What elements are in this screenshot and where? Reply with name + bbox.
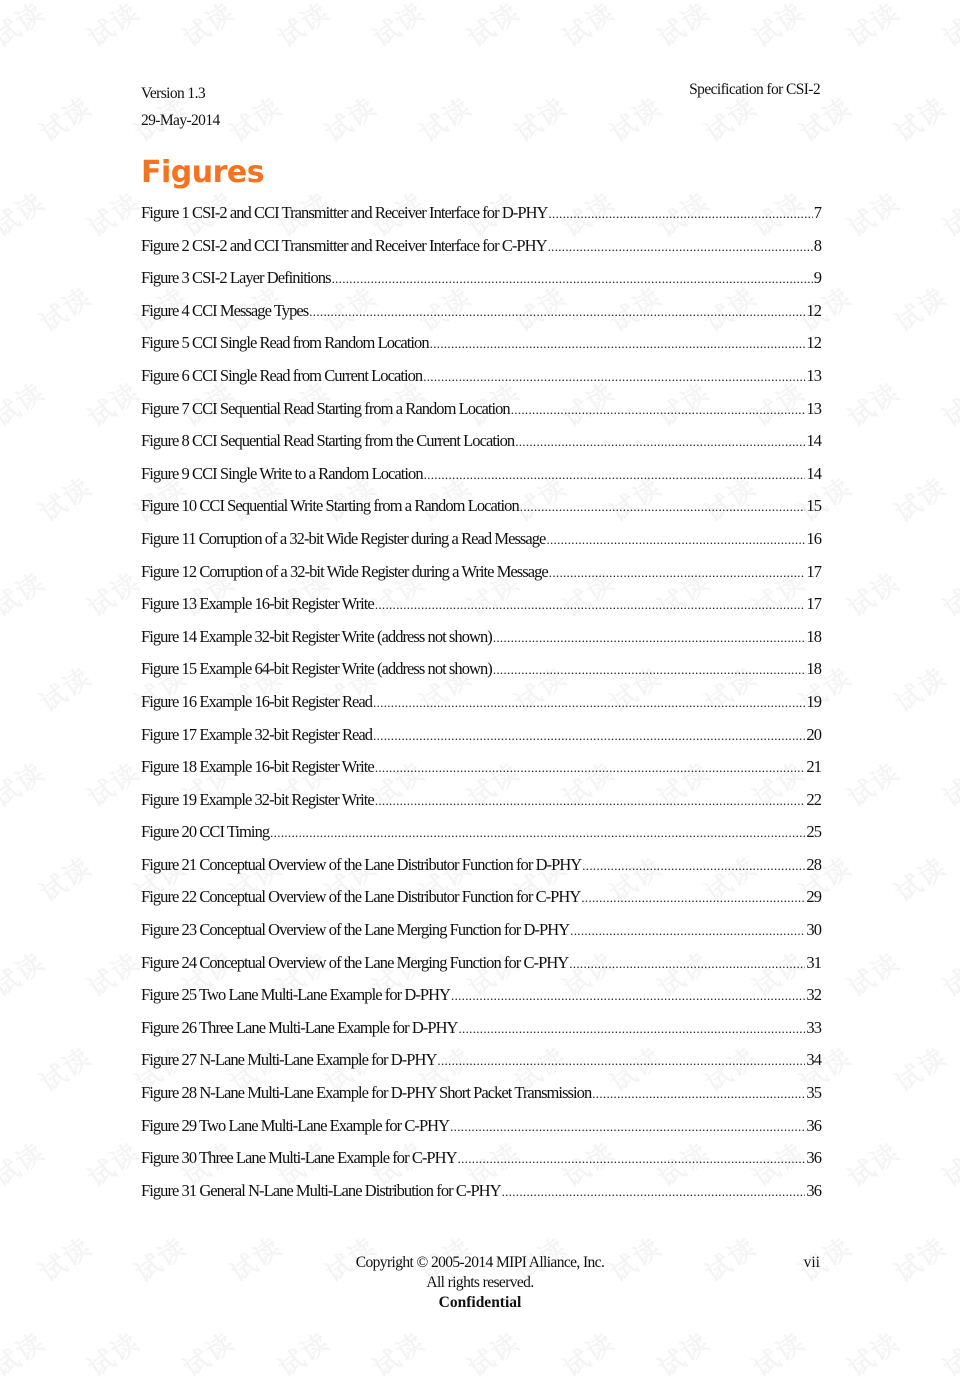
toc-entry-page: 19 bbox=[806, 691, 821, 711]
toc-entry-page: 31 bbox=[806, 952, 821, 972]
toc-entry-label: Figure 19 Example 32-bit Register Write bbox=[141, 789, 374, 809]
toc-entry-label: Figure 6 CCI Single Read from Current Location bbox=[141, 365, 423, 385]
toc-entry-page: 15 bbox=[806, 496, 821, 516]
toc-entry[interactable] bbox=[141, 1050, 821, 1083]
dot-leader bbox=[375, 597, 806, 613]
toc-entry-page: 12 bbox=[806, 333, 821, 353]
toc-entry[interactable] bbox=[141, 203, 821, 236]
dot-leader bbox=[373, 695, 805, 711]
toc-entry[interactable] bbox=[141, 920, 821, 953]
toc-entry-page: 13 bbox=[806, 398, 821, 418]
toc-entry-page: 17 bbox=[806, 561, 821, 581]
date-label: 29-May-2014 bbox=[141, 112, 220, 129]
dot-leader bbox=[569, 956, 805, 972]
dot-leader bbox=[430, 336, 806, 352]
toc-entry-page: 14 bbox=[806, 463, 821, 483]
toc-entry-page: 18 bbox=[806, 659, 821, 679]
toc-entry[interactable] bbox=[141, 953, 821, 986]
toc-entry[interactable] bbox=[141, 985, 821, 1018]
toc-entry-label: Figure 27 N-Lane Multi-Lane Example for D-PHY bbox=[141, 1050, 437, 1070]
toc-entry-page: 33 bbox=[806, 1017, 821, 1037]
dot-leader bbox=[520, 499, 806, 515]
dot-leader bbox=[458, 1151, 806, 1167]
toc-entry[interactable] bbox=[141, 822, 821, 855]
page-number: vii bbox=[803, 1254, 820, 1271]
dot-leader bbox=[592, 1086, 805, 1102]
dot-leader bbox=[270, 825, 805, 841]
toc-entry-label: Figure 31 General N-Lane Multi-Lane Distribution for C-PHY bbox=[141, 1180, 501, 1200]
toc-entry-label: Figure 24 Conceptual Overview of the Lane Merging Function for C-PHY bbox=[141, 952, 569, 972]
toc-entry-label: Figure 21 Conceptual Overview of the Lane Distributor Function for D-PHY bbox=[141, 854, 582, 874]
toc-entry-label: Figure 10 CCI Sequential Write Starting from a Random Location bbox=[141, 496, 519, 516]
toc-entry-label: Figure 2 CSI-2 and CCI Transmitter and Receiver Interface for C-PHY bbox=[141, 235, 547, 255]
dot-leader bbox=[570, 923, 805, 939]
toc-entry[interactable] bbox=[141, 236, 821, 269]
toc-entry-page: 36 bbox=[806, 1148, 821, 1168]
toc-entry-page: 7 bbox=[813, 203, 821, 222]
dot-leader bbox=[582, 858, 805, 874]
toc-entry-page: 14 bbox=[806, 431, 821, 451]
toc-entry-page: 9 bbox=[813, 268, 821, 288]
toc-entry[interactable] bbox=[141, 887, 821, 920]
toc-entry[interactable] bbox=[141, 725, 821, 758]
toc-entry[interactable] bbox=[141, 659, 821, 692]
toc-entry[interactable] bbox=[141, 1116, 821, 1149]
toc-entry-label: Figure 20 CCI Timing bbox=[141, 822, 270, 842]
toc-entry-page: 12 bbox=[806, 300, 821, 320]
toc-entry-label: Figure 7 CCI Sequential Read Starting from a Random Location bbox=[141, 398, 510, 418]
toc-entry[interactable] bbox=[141, 268, 821, 301]
toc-entry-label: Figure 16 Example 16-bit Register Read bbox=[141, 691, 373, 711]
toc-entry-label: Figure 12 Corruption of a 32-bit Wide Register during a Write Message bbox=[141, 561, 548, 581]
toc-entry-label: Figure 17 Example 32-bit Register Read bbox=[141, 724, 373, 744]
toc-entry[interactable] bbox=[141, 1181, 821, 1214]
dot-leader bbox=[375, 760, 806, 776]
toc-entry-label: Figure 5 CCI Single Read from Random Location bbox=[141, 333, 429, 353]
toc-entry-page: 34 bbox=[806, 1050, 821, 1070]
dot-leader bbox=[309, 304, 805, 320]
dot-leader bbox=[375, 793, 806, 809]
version-label: Version 1.3 bbox=[141, 85, 206, 102]
toc-entry-page: 16 bbox=[806, 528, 821, 548]
toc-entry[interactable] bbox=[141, 431, 821, 464]
section-title: Figures bbox=[141, 155, 265, 190]
toc-entry-page: 29 bbox=[806, 887, 821, 907]
toc-entry-page: 22 bbox=[806, 789, 821, 809]
toc-entry[interactable] bbox=[141, 301, 821, 334]
dot-leader bbox=[493, 630, 806, 646]
dot-leader bbox=[493, 662, 806, 678]
toc-entry[interactable] bbox=[141, 627, 821, 660]
toc-entry[interactable] bbox=[141, 1148, 821, 1181]
toc-entry-page: 30 bbox=[806, 920, 821, 940]
toc-entry-label: Figure 22 Conceptual Overview of the Lane Distributor Function for C-PHY bbox=[141, 887, 581, 907]
header-left bbox=[141, 80, 220, 134]
dot-leader bbox=[332, 271, 813, 287]
toc-entry-label: Figure 11 Corruption of a 32-bit Wide Register during a Read Message bbox=[141, 528, 546, 548]
dot-leader bbox=[515, 434, 805, 450]
toc-entry-page: 32 bbox=[806, 985, 821, 1005]
toc-entry[interactable] bbox=[141, 855, 821, 888]
dot-leader bbox=[548, 239, 813, 255]
toc-entry-label: Figure 28 N-Lane Multi-Lane Example for D-PHY Short Packet Transmission bbox=[141, 1083, 592, 1103]
toc-entry[interactable] bbox=[141, 1083, 821, 1116]
toc-entry-page: 20 bbox=[806, 724, 821, 744]
toc-entry-label: Figure 14 Example 32-bit Register Write (address not shown) bbox=[141, 626, 492, 646]
toc-entry-label: Figure 29 Two Lane Multi-Lane Example for C-PHY bbox=[141, 1115, 450, 1135]
toc-entry-page: 36 bbox=[806, 1115, 821, 1135]
dot-leader bbox=[437, 1053, 805, 1069]
toc-entry-label: Figure 9 CCI Single Write to a Random Location bbox=[141, 463, 423, 483]
dot-leader bbox=[581, 890, 805, 906]
toc-entry-label: Figure 4 CCI Message Types bbox=[141, 300, 309, 320]
toc-entry[interactable] bbox=[141, 562, 821, 595]
toc-entry[interactable] bbox=[141, 399, 821, 432]
toc-entry-page: 13 bbox=[806, 365, 821, 385]
confidential-label: Confidential bbox=[438, 1294, 522, 1311]
toc-entry[interactable] bbox=[141, 757, 821, 790]
dot-leader bbox=[423, 369, 805, 385]
dot-leader bbox=[451, 988, 805, 1004]
dot-leader bbox=[450, 1119, 805, 1135]
dot-leader bbox=[424, 467, 806, 483]
toc-entry-label: Figure 13 Example 16-bit Register Write bbox=[141, 594, 374, 614]
copyright-text: Copyright © 2005-2014 MIPI Alliance, Inc. bbox=[355, 1254, 605, 1271]
toc-entry-page: 35 bbox=[806, 1083, 821, 1103]
toc-entry-page: 8 bbox=[813, 235, 821, 255]
toc-entry[interactable] bbox=[141, 594, 821, 627]
toc-entry[interactable] bbox=[141, 529, 821, 562]
dot-leader bbox=[546, 532, 805, 548]
toc-entry[interactable] bbox=[141, 790, 821, 823]
toc-entry-page: 21 bbox=[806, 757, 821, 777]
dot-leader bbox=[549, 565, 806, 581]
dot-leader bbox=[373, 728, 805, 744]
toc-entry-label: Figure 1 CSI-2 and CCI Transmitter and Receiver Interface for D-PHY bbox=[141, 203, 548, 222]
rights-text: All rights reserved. bbox=[426, 1274, 534, 1291]
toc-entry[interactable] bbox=[141, 692, 821, 725]
figures-list bbox=[141, 203, 821, 1213]
dot-leader bbox=[459, 1021, 806, 1037]
toc-entry[interactable] bbox=[141, 1018, 821, 1051]
toc-entry-page: 36 bbox=[806, 1180, 821, 1200]
toc-entry[interactable] bbox=[141, 496, 821, 529]
toc-entry-label: Figure 26 Three Lane Multi-Lane Example for D-PHY bbox=[141, 1017, 458, 1037]
toc-entry-label: Figure 15 Example 64-bit Register Write (address not shown) bbox=[141, 659, 492, 679]
dot-leader bbox=[502, 1184, 806, 1200]
toc-entry-page: 18 bbox=[806, 626, 821, 646]
toc-entry-label: Figure 25 Two Lane Multi-Lane Example for D-PHY bbox=[141, 985, 451, 1005]
toc-entry-page: 17 bbox=[806, 594, 821, 614]
toc-entry[interactable] bbox=[141, 333, 821, 366]
toc-entry-label: Figure 23 Conceptual Overview of the Lane Merging Function for D-PHY bbox=[141, 920, 570, 940]
toc-entry[interactable] bbox=[141, 464, 821, 497]
header-doc-title: Specification for CSI-2 bbox=[689, 81, 820, 98]
toc-entry[interactable] bbox=[141, 366, 821, 399]
toc-entry-page: 28 bbox=[806, 854, 821, 874]
toc-entry-label: Figure 3 CSI-2 Layer Definitions bbox=[141, 268, 331, 288]
dot-leader bbox=[511, 402, 806, 418]
toc-entry-page: 25 bbox=[806, 822, 821, 842]
dot-leader bbox=[549, 206, 813, 222]
toc-entry-label: Figure 18 Example 16-bit Register Write bbox=[141, 757, 374, 777]
toc-entry-label: Figure 8 CCI Sequential Read Starting from the Current Location bbox=[141, 431, 515, 451]
toc-entry-label: Figure 30 Three Lane Multi-Lane Example for C-PHY bbox=[141, 1148, 457, 1168]
